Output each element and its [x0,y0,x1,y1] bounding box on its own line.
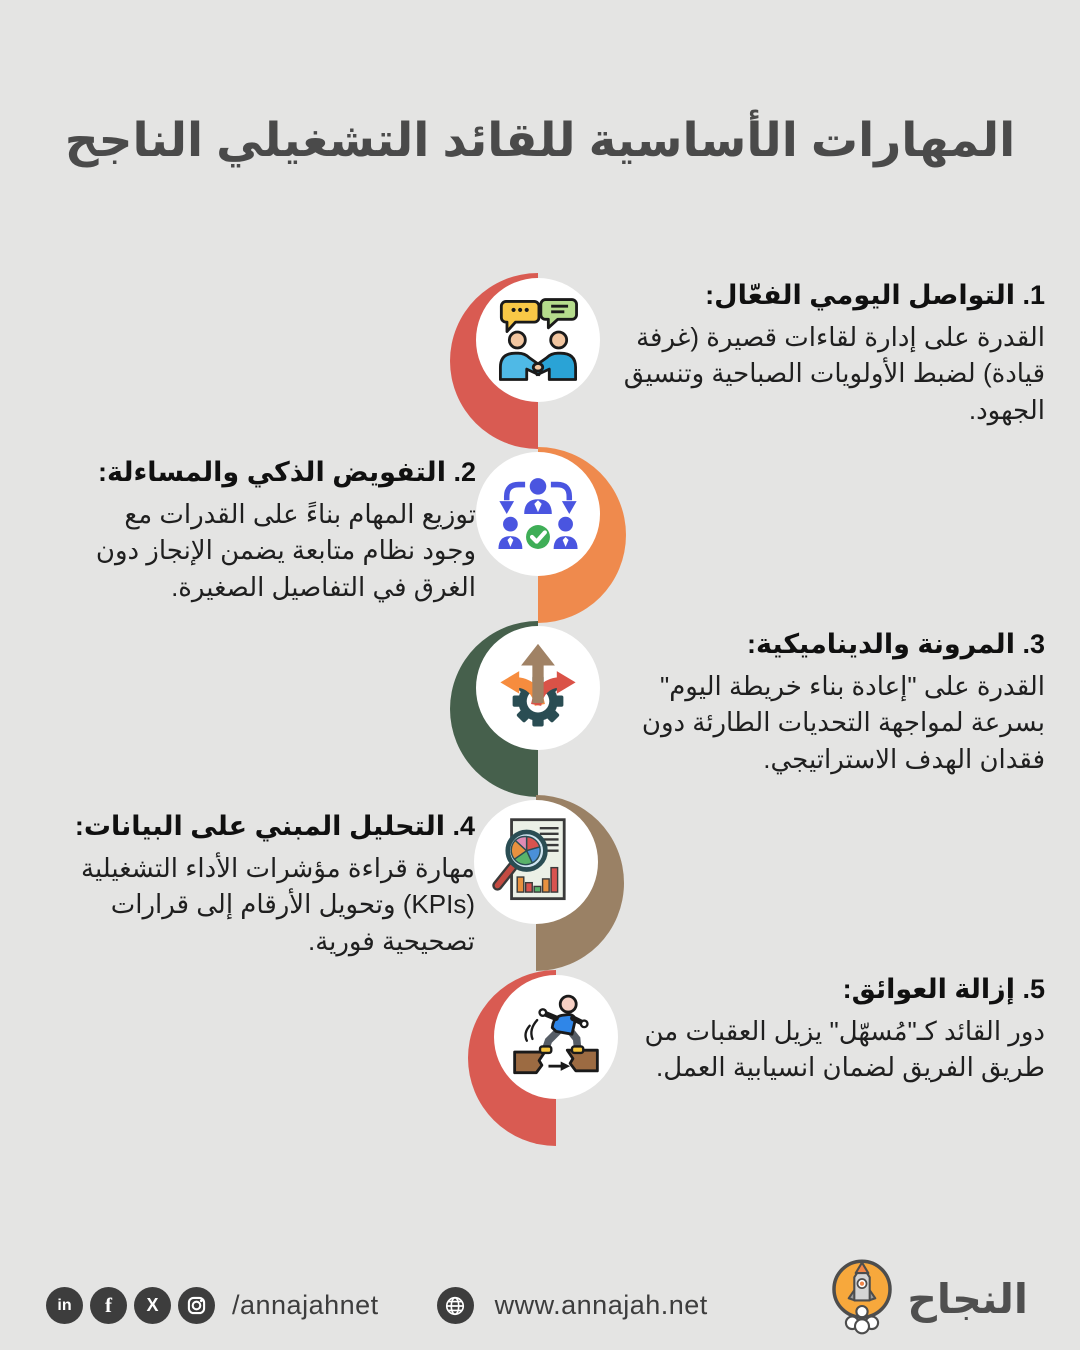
item-2-body: توزيع المهام بناءً على القدرات مع وجود نظام متابعة يضمن الإنجاز دون الغرق في التفاصيل الصغيرة. [95,498,476,602]
icon-circle-4 [474,800,598,924]
gear-arrows-icon [491,641,585,735]
item-4-heading: 4. التحليل المبني على البيانات: [74,811,475,841]
item-5-text [620,973,1045,1086]
delegation-check-icon [492,468,584,560]
rocket-logo-icon [827,1256,897,1342]
item-1-body: القدرة على إدارة لقاءات قصيرة (غرفة قيادة) لضبط الأولويات الصباحية وتنسيق الجهود. [623,321,1045,425]
website-url: www.annajah.net [494,1290,708,1320]
page-title: المهارات الأساسية للقائد التشغيلي الناجح [64,113,1016,166]
icon-circle-3 [476,626,600,750]
brand-name: النجاح [907,1276,1028,1322]
item-2-heading: 2. التفويض الذكي والمساءلة: [98,457,476,487]
x-glyph: X [146,1295,159,1315]
social-handle: /annajahnet [232,1290,379,1320]
handshake-chat-icon [491,293,585,387]
x-icon [134,1287,171,1324]
item-3-body: القدرة على "إعادة بناء خريطة اليوم" بسرعة لمواجهة التحديات الطارئة دون فقدان الهدف الاستراتيجي. [641,670,1045,774]
globe-icon [437,1287,474,1324]
instagram-icon [178,1287,215,1324]
item-5-heading: 5. إزالة العوائق: [842,974,1045,1004]
facebook-icon [90,1287,127,1324]
item-4-text [60,810,475,959]
globe-glyph [444,1295,466,1317]
item-3-text [620,628,1045,777]
item-4-body: مهارة قراءة مؤشرات الأداء التشغيلية (KPIs) وتحويل الأرقام إلى قرارات تصحيحية فورية. [81,852,475,956]
instagram-glyph [187,1296,206,1315]
icon-circle-1 [476,278,600,402]
icon-circle-2 [476,452,600,576]
item-2-text [64,456,476,605]
linkedin-glyph: in [57,1296,72,1314]
facebook-glyph: f [105,1293,112,1317]
footer [46,1287,708,1324]
item-1-heading: 1. التواصل اليومي الفعّال: [705,280,1045,310]
item-1-text [620,279,1045,428]
item-3-heading: 3. المرونة والديناميكية: [746,629,1045,659]
magnifier-report-icon [489,815,583,909]
brand-logo [827,1256,1028,1342]
icon-circle-5 [494,975,618,1099]
jump-obstacle-icon [509,990,603,1084]
item-5-body: دور القائد كـ"مُسهّل" يزيل العقبات من طريق الفريق لضمان انسيابية العمل. [644,1015,1045,1083]
linkedin-icon [46,1287,83,1324]
